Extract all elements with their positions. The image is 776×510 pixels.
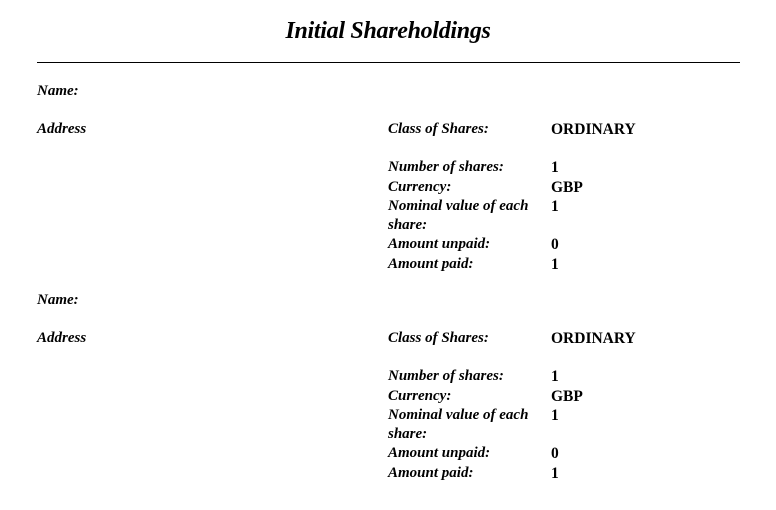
number-of-shares-value: 1 [551, 159, 559, 176]
class-of-shares-value: ORDINARY [551, 121, 636, 138]
currency-value: GBP [551, 179, 583, 196]
nominal-value-label: Nominal value of each share: [388, 198, 529, 233]
name-label: Name: [37, 83, 79, 99]
class-of-shares-label: Class of Shares: [388, 330, 489, 346]
amount-paid-label: Amount paid: [388, 465, 474, 481]
class-of-shares-label: Class of Shares: [388, 121, 489, 137]
amount-paid-value: 1 [551, 465, 559, 482]
amount-unpaid-value: 0 [551, 445, 559, 462]
address-label: Address [37, 121, 87, 137]
amount-unpaid-value: 0 [551, 236, 559, 253]
amount-unpaid-label: Amount unpaid: [388, 236, 491, 252]
shareholder-block-2 [0, 291, 776, 491]
name-label: Name: [37, 292, 79, 308]
nominal-value-label: Nominal value of each share: [388, 407, 529, 442]
nominal-value-value: 1 [551, 407, 559, 424]
address-label: Address [37, 330, 87, 346]
amount-unpaid-label: Amount unpaid: [388, 445, 491, 461]
title-divider [37, 62, 740, 63]
currency-label: Currency: [388, 179, 452, 195]
currency-value: GBP [551, 388, 583, 405]
amount-paid-label: Amount paid: [388, 256, 474, 272]
number-of-shares-value: 1 [551, 368, 559, 385]
document-title: Initial Shareholdings [285, 18, 491, 44]
currency-label: Currency: [388, 388, 452, 404]
class-of-shares-value: ORDINARY [551, 330, 636, 347]
nominal-value-value: 1 [551, 198, 559, 215]
number-of-shares-label: Number of shares: [388, 159, 504, 175]
amount-paid-value: 1 [551, 256, 559, 273]
shareholder-block-1 [0, 82, 776, 282]
number-of-shares-label: Number of shares: [388, 368, 504, 384]
